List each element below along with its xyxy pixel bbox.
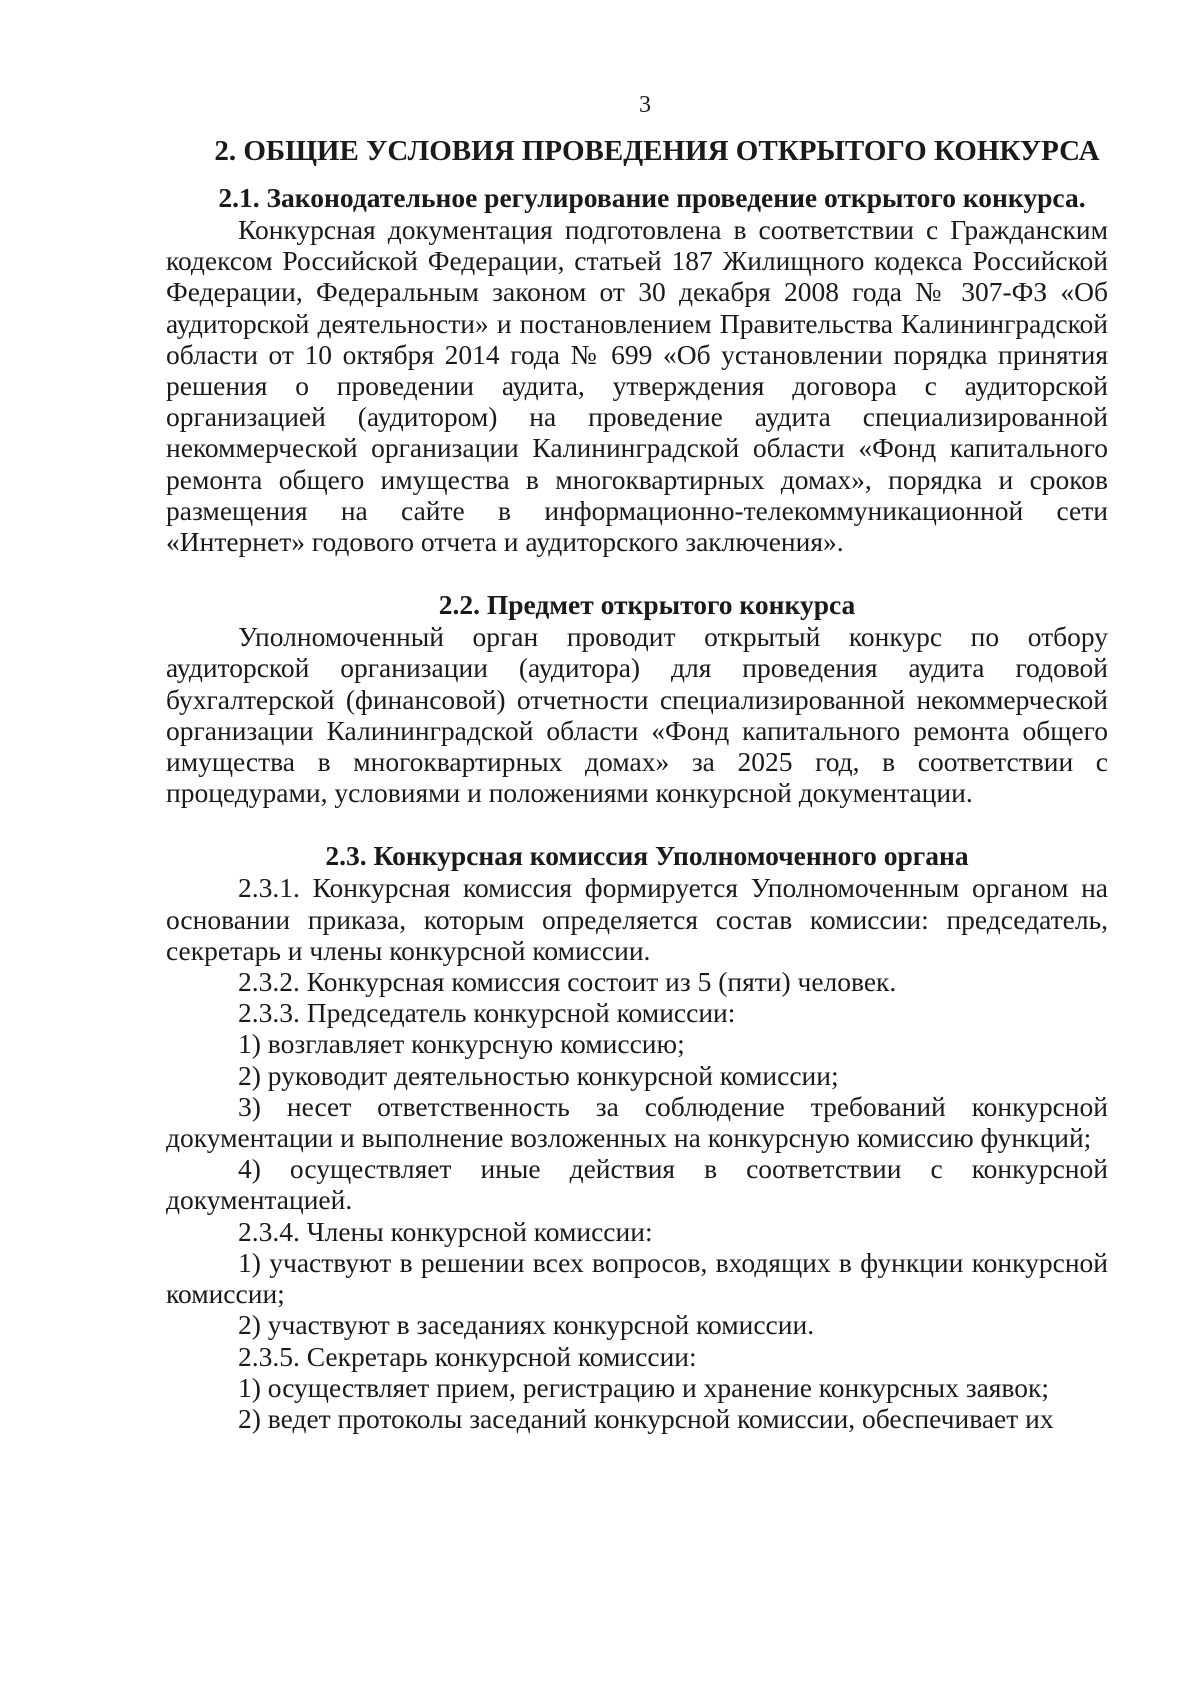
paragraph-2-3-1: 2.3.1. Конкурсная комиссия формируется Уполномоченным органом на основании приказа, которым определяется состав комиссии: председатель, секретарь и члены конкурсной комиссии. <box>166 872 1108 966</box>
list-item-2-3-3-1: 1) возглавляет конкурсную комиссию; <box>238 1028 685 1060</box>
list-item-2-3-3-4: 4) осуществляет иные действия в соответствии с конкурсной документацией. <box>166 1153 1108 1216</box>
paragraph-2-3-5: 2.3.5. Секретарь конкурсной комиссии: <box>238 1340 697 1372</box>
page-content <box>166 92 1108 1434</box>
paragraph-2-1: Конкурсная документация подготовлена в соответствии с Гражданским кодексом Российской Федерации, статьей 187 Жилищного кодекса Российской Федерации, Федеральным законом от 30 декабря 2008 года № 307-ФЗ «Об аудиторской деятельности» и постановлением Правительства Калининградской области от 10 октября 2014 года № 699 «Об установлении порядка принятия решения о проведении аудита, утверждения договора с аудиторской организацией (аудитором) на проведение аудита специализированной некоммерческой организации Калининградской области «Фонд капитального ремонта общего имущества в многоквартирных домах», порядка и сроков размещения на сайте в информационно-телекоммуникационной сети «Интернет» годового отчета и аудиторского заключения». <box>166 214 1108 558</box>
list-item-2-3-3-3: 3) несет ответственность за соблюдение требований конкурсной документации и выполнение возложенных на конкурсную комиссию функций; <box>166 1090 1108 1154</box>
paragraph-2-3-4: 2.3.4. Члены конкурсной комиссии: <box>238 1215 653 1247</box>
page-number: 3 <box>639 92 651 118</box>
list-item-2-3-3-2: 2) руководит деятельностью конкурсной комиссии; <box>238 1059 839 1091</box>
paragraph-2-3-2: 2.3.2. Конкурсная комиссия состоит из 5 (пяти) человек. <box>238 966 897 998</box>
subsection-title-2-3: 2.3. Конкурсная комиссия Уполномоченного органа <box>325 840 969 872</box>
subsection-title-2-2: 2.2. Предмет открытого конкурса <box>438 589 856 621</box>
section-title: 2. ОБЩИЕ УСЛОВИЯ ПРОВЕДЕНИЯ ОТКРЫТОГО КОНКУРСА <box>214 135 1100 167</box>
paragraph-2-2: Уполномоченный орган проводит открытый конкурс по отбору аудиторской организации (аудитора) для проведения аудита годовой бухгалтерской (финансовой) отчетности специализированной некоммерческой организации Калининградской области «Фонд капитального ремонта общего имущества в многоквартирных домах» за 2025 год, в соответствии с процедурами, условиями и положениями конкурсной документации. <box>166 621 1108 809</box>
list-item-2-3-4-2: 2) участвуют в заседаниях конкурсной комиссии. <box>238 1309 815 1341</box>
list-item-2-3-4-1: 1) участвуют в решении всех вопросов, входящих в функции конкурсной комиссии; <box>166 1246 1108 1310</box>
list-item-2-3-5-1: 1) осуществляет прием, регистрацию и хранение конкурсных заявок; <box>238 1371 1049 1403</box>
list-item-2-3-5-2: 2) ведет протоколы заседаний конкурсной комиссии, обеспечивает их <box>238 1402 1054 1434</box>
paragraph-2-3-3: 2.3.3. Председатель конкурсной комиссии: <box>238 997 736 1029</box>
subsection-title-2-1: 2.1. Законодательное регулирование проведение открытого конкурса. <box>218 182 1086 213</box>
